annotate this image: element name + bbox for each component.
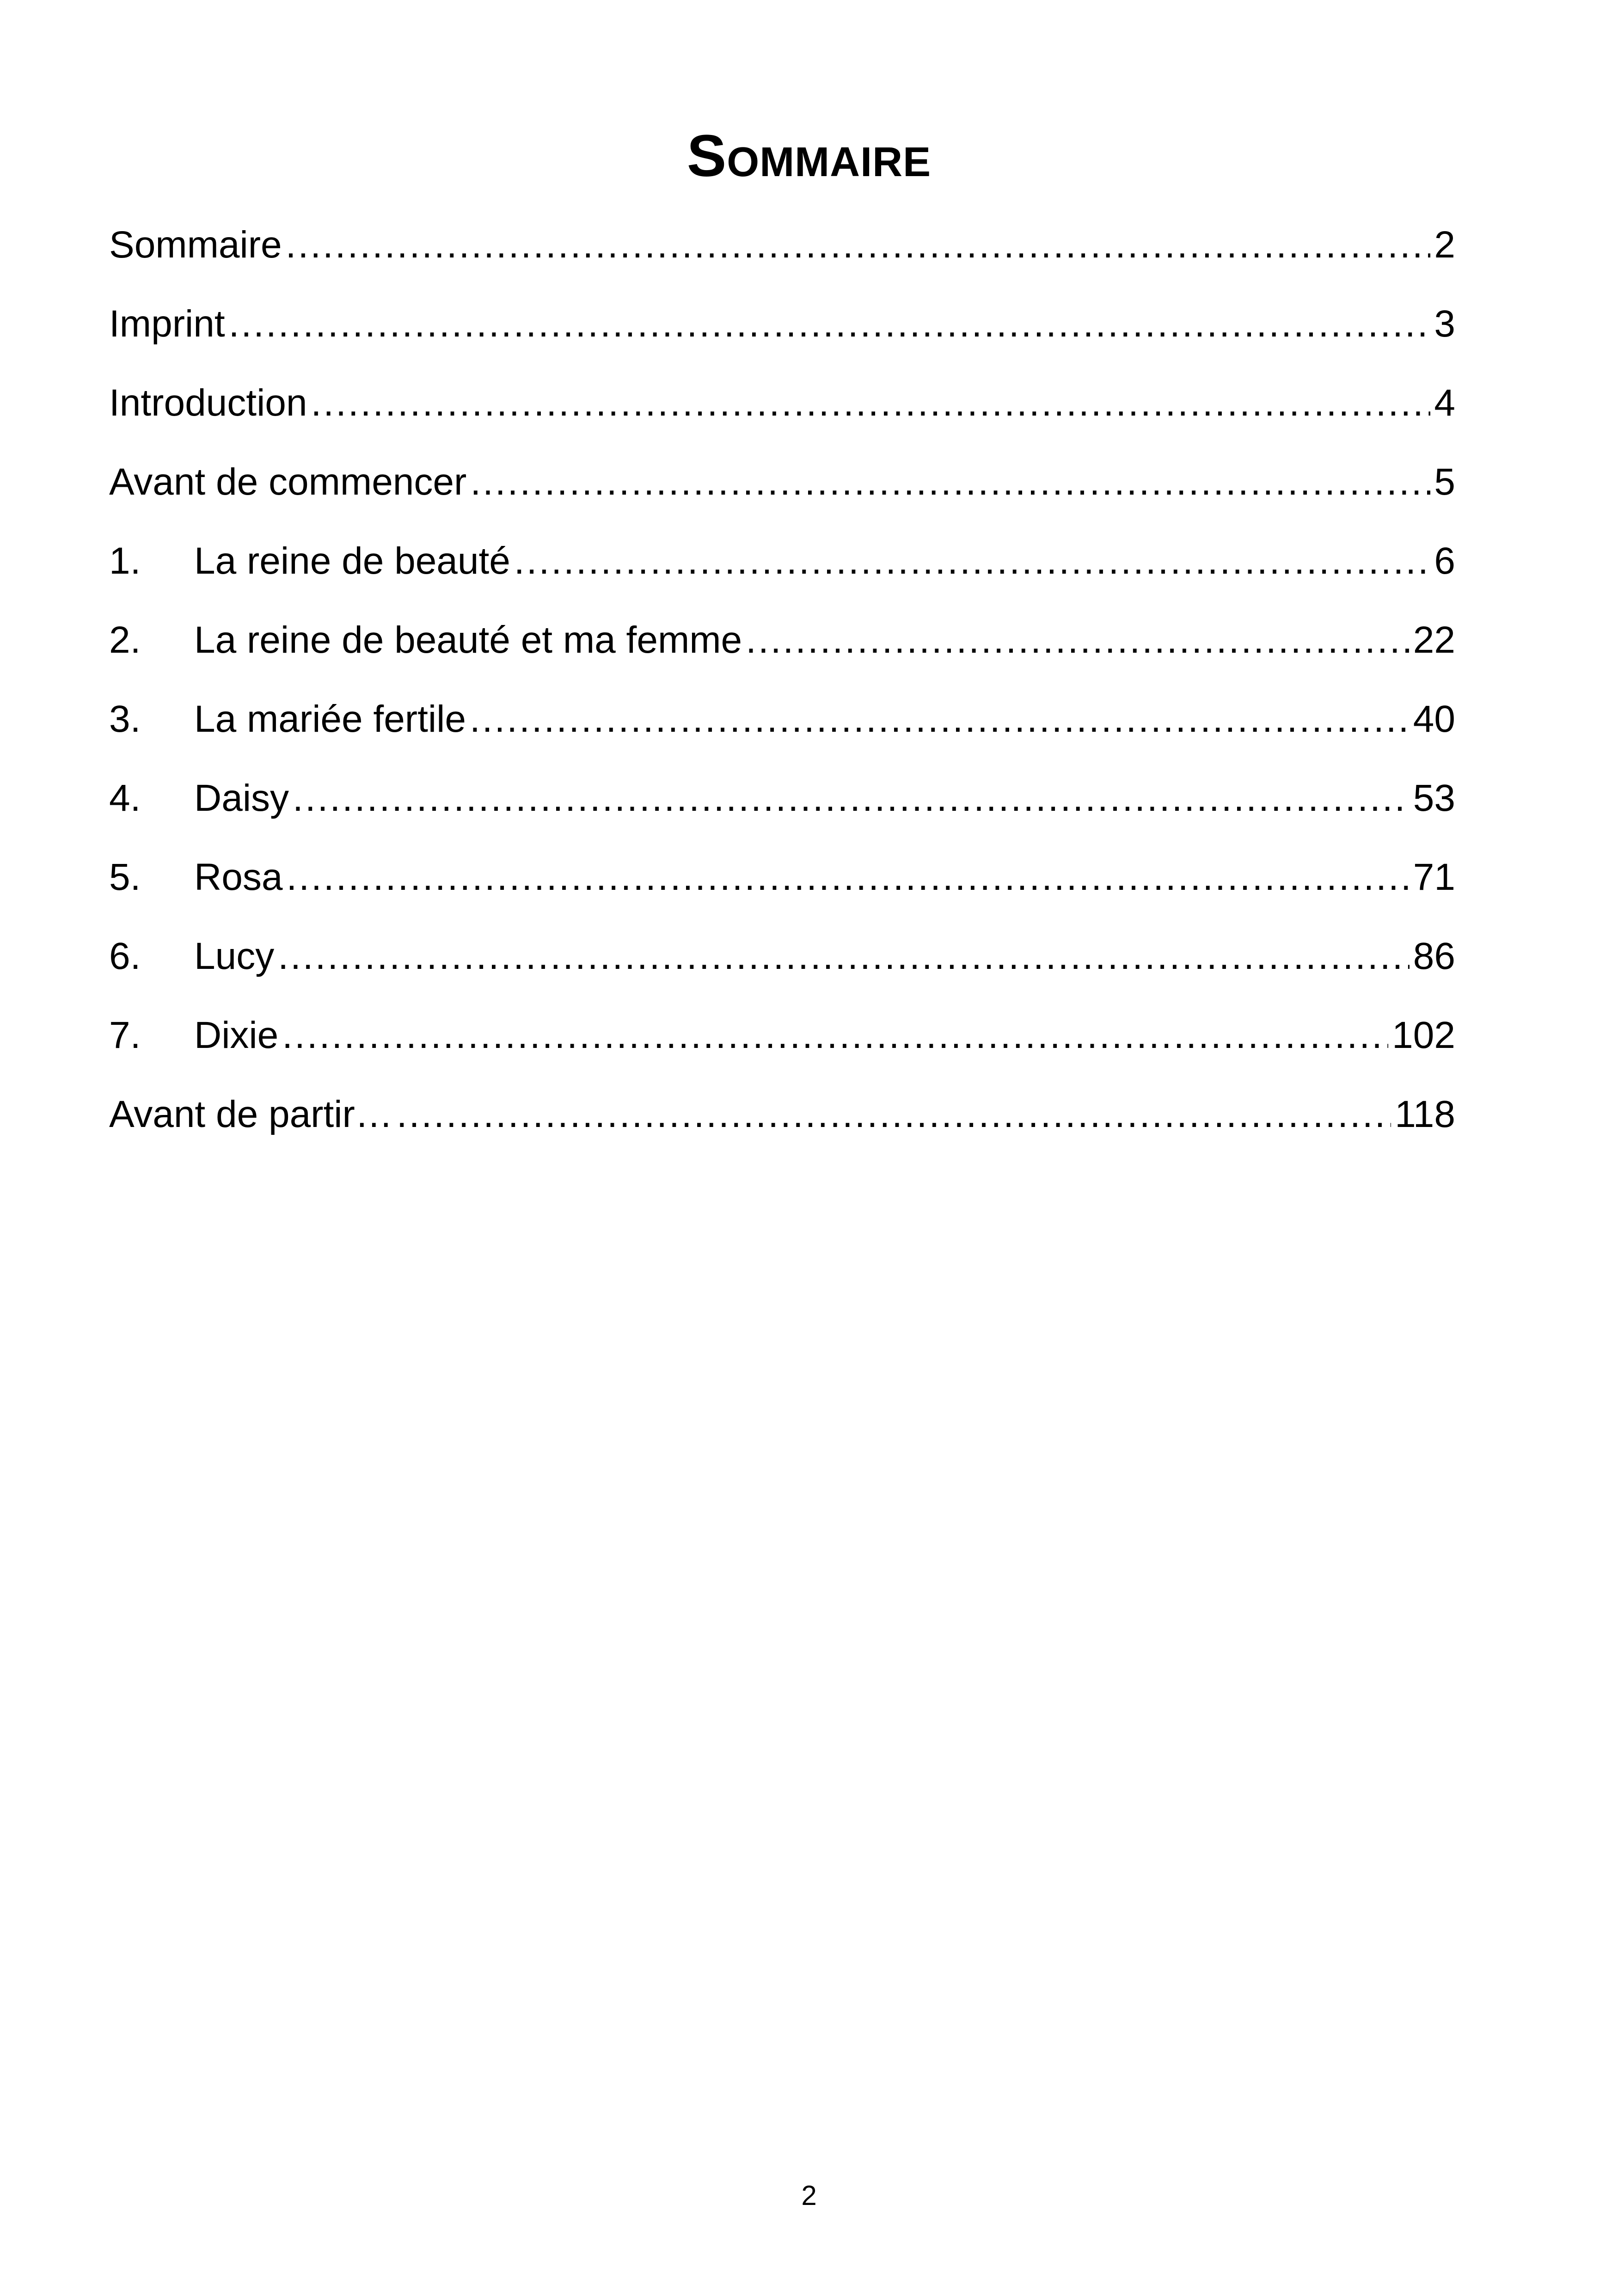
toc-entry-page: 71 [1413,856,1455,898]
toc-dot-leader [397,1087,1391,1142]
toc-dot-leader [311,375,1431,431]
toc-entry-chapter-2[interactable] [109,612,1455,692]
toc-entry-label: Avant de partir… [109,1093,393,1135]
toc-entry-label: La mariée fertile [194,698,466,740]
toc-entry-page: 5 [1434,461,1455,503]
toc-entry-chapter-1[interactable] [109,533,1455,612]
toc-entry-page: 2 [1434,224,1455,266]
toc-entry-label: Daisy [194,777,289,819]
toc-entry-label: Dixie [194,1014,279,1056]
page-title: Sommaire [686,123,932,189]
toc-dot-leader [746,612,1410,668]
toc-dot-leader [286,850,1409,905]
toc-entry-chapter-3[interactable] [109,692,1455,771]
toc-dot-leader [293,771,1410,826]
toc-entry-number: 2. [109,619,141,661]
toc-entry-number: 6. [109,935,141,977]
page-number: 2 [801,2180,817,2211]
toc-dot-leader [229,296,1431,352]
toc-entry-number: 1. [109,540,141,582]
toc-entry-label: Sommaire [109,224,282,266]
toc-entry-sommaire[interactable] [109,217,1455,296]
toc-entry-page: 4 [1434,382,1455,424]
toc-entry-page: 53 [1413,777,1455,819]
toc-entry-label: La reine de beauté [194,540,510,582]
toc-dot-leader [514,533,1430,589]
toc-entry-page: 3 [1434,303,1455,345]
toc-entry-label: Rosa [194,856,283,898]
toc-entry-page: 6 [1434,540,1455,582]
toc-dot-leader [286,217,1431,273]
toc-entry-chapter-7[interactable] [109,1008,1455,1087]
toc-entry-chapter-6[interactable] [109,929,1455,1008]
toc-entry-page: 40 [1413,698,1455,740]
toc-entry-page: 86 [1413,935,1455,977]
toc-entry-label: Avant de commencer [109,461,467,503]
toc-entry-imprint[interactable] [109,296,1455,375]
toc-dot-leader [470,692,1410,747]
toc-entry-label: Introduction [109,382,307,424]
toc-entry-label: La reine de beauté et ma femme [194,619,742,661]
toc-entry-introduction[interactable] [109,375,1455,454]
toc-entry-avant-de-commencer[interactable] [109,454,1455,533]
toc-entry-label: Lucy [194,935,275,977]
toc-entry-number: 4. [109,777,141,819]
table-of-contents [109,217,1455,1166]
toc-dot-leader [278,929,1410,984]
toc-entry-page: 118 [1395,1093,1455,1135]
toc-entry-number: 5. [109,856,141,898]
toc-entry-page: 102 [1392,1014,1455,1056]
toc-entry-chapter-5[interactable] [109,850,1455,929]
toc-entry-label: Imprint [109,303,225,345]
toc-entry-avant-de-partir[interactable] [109,1087,1455,1166]
toc-entry-number: 7. [109,1014,141,1056]
toc-dot-leader [470,454,1430,510]
toc-entry-number: 3. [109,698,141,740]
toc-dot-leader [282,1008,1388,1063]
toc-entry-chapter-4[interactable] [109,771,1455,850]
toc-entry-page: 22 [1413,619,1455,661]
